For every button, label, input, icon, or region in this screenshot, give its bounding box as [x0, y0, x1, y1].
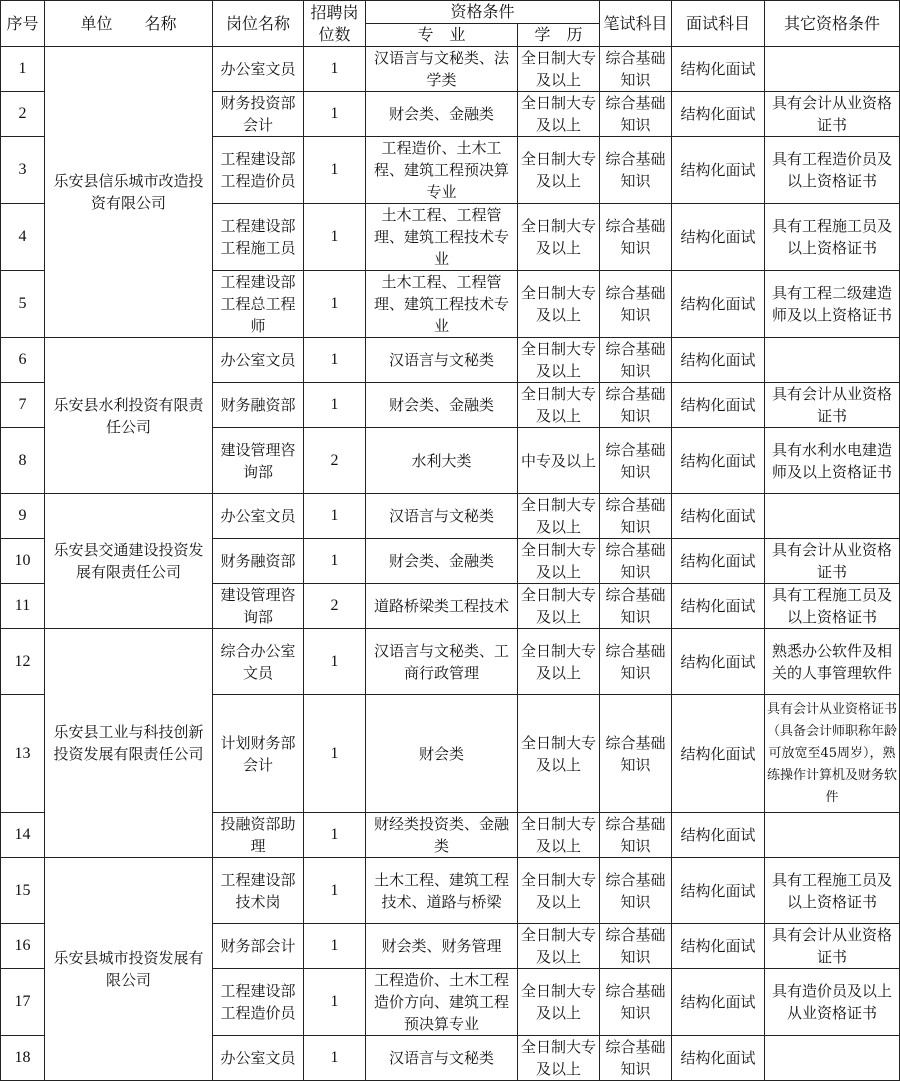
post-cell: 财务融资部 — [213, 539, 304, 584]
interview-cell: 结构化面试 — [672, 383, 765, 428]
post-cell: 工程建设部工程造价员 — [213, 969, 304, 1036]
count-cell: 1 — [304, 271, 366, 338]
other-cell: 具有造价员及以上从业资格证书 — [765, 969, 900, 1036]
edu-cell: 全日制大专及以上 — [518, 92, 600, 137]
edu-cell: 全日制大专及以上 — [518, 204, 600, 271]
interview-cell: 结构化面试 — [672, 271, 765, 338]
interview-cell: 结构化面试 — [672, 584, 765, 629]
interview-cell: 结构化面试 — [672, 428, 765, 494]
written-cell: 综合基础知识 — [600, 383, 672, 428]
other-cell: 具有工程施工员及以上资格证书 — [765, 858, 900, 924]
major-cell: 汉语言与文秘类、法学类 — [366, 47, 518, 92]
other-cell: 具有工程造价员及以上资格证书 — [765, 137, 900, 204]
unit-name-cell: 乐安县城市投资发展有限公司 — [45, 858, 213, 1081]
written-cell: 综合基础知识 — [600, 858, 672, 924]
count-cell: 1 — [304, 969, 366, 1036]
count-cell: 2 — [304, 428, 366, 494]
count-cell: 1 — [304, 204, 366, 271]
edu-cell: 全日制大专及以上 — [518, 629, 600, 695]
interview-cell: 结构化面试 — [672, 858, 765, 924]
table-row — [1, 338, 900, 383]
other-cell: 具有工程施工员及以上资格证书 — [765, 204, 900, 271]
table-row — [1, 494, 900, 539]
written-cell: 综合基础知识 — [600, 813, 672, 858]
count-cell: 1 — [304, 858, 366, 924]
written-cell: 综合基础知识 — [600, 137, 672, 204]
count-cell: 1 — [304, 539, 366, 584]
interview-cell: 结构化面试 — [672, 969, 765, 1036]
header-seq: 序号 — [1, 1, 45, 47]
major-cell: 财会类、金融类 — [366, 539, 518, 584]
major-cell: 财会类 — [366, 695, 518, 813]
edu-cell: 全日制大专及以上 — [518, 383, 600, 428]
major-cell: 财会类、财务管理 — [366, 924, 518, 969]
unit-name-cell: 乐安县水利投资有限责任公司 — [45, 338, 213, 494]
written-cell: 综合基础知识 — [600, 271, 672, 338]
table-row — [1, 629, 900, 695]
post-cell: 建设管理咨询部 — [213, 428, 304, 494]
seq-cell: 15 — [1, 858, 45, 924]
interview-cell: 结构化面试 — [672, 695, 765, 813]
interview-cell: 结构化面试 — [672, 494, 765, 539]
interview-cell: 结构化面试 — [672, 338, 765, 383]
edu-cell: 全日制大专及以上 — [518, 539, 600, 584]
seq-cell: 10 — [1, 539, 45, 584]
seq-cell: 18 — [1, 1036, 45, 1081]
edu-cell: 全日制大专及以上 — [518, 924, 600, 969]
major-cell: 财会类、金融类 — [366, 383, 518, 428]
other-cell: 具有会计从业资格证书 — [765, 92, 900, 137]
count-cell: 1 — [304, 494, 366, 539]
count-cell: 1 — [304, 47, 366, 92]
header-edu: 学 历 — [518, 24, 600, 47]
seq-cell: 8 — [1, 428, 45, 494]
major-cell: 工程造价、土木工程、建筑工程预决算专业 — [366, 137, 518, 204]
post-cell: 计划财务部会计 — [213, 695, 304, 813]
post-cell: 投融资部助理 — [213, 813, 304, 858]
post-cell: 办公室文员 — [213, 494, 304, 539]
major-cell: 土木工程、工程管理、建筑工程技术专业 — [366, 204, 518, 271]
interview-cell: 结构化面试 — [672, 1036, 765, 1081]
major-cell: 土木工程、建筑工程技术、道路与桥梁 — [366, 858, 518, 924]
other-cell — [765, 47, 900, 92]
major-cell: 汉语言与文秘类 — [366, 338, 518, 383]
seq-cell: 3 — [1, 137, 45, 204]
written-cell: 综合基础知识 — [600, 539, 672, 584]
header-count: 招聘岗位数 — [304, 1, 366, 47]
header-written: 笔试科目 — [600, 1, 672, 47]
seq-cell: 17 — [1, 969, 45, 1036]
post-cell: 办公室文员 — [213, 47, 304, 92]
other-cell: 具有会计从业资格证书 — [765, 539, 900, 584]
seq-cell: 7 — [1, 383, 45, 428]
other-cell: 熟悉办公软件及相关的人事管理软件 — [765, 629, 900, 695]
post-cell: 财务投资部会计 — [213, 92, 304, 137]
edu-cell: 全日制大专及以上 — [518, 813, 600, 858]
unit-name-cell: 乐安县工业与科技创新投资发展有限责任公司 — [45, 629, 213, 858]
seq-cell: 5 — [1, 271, 45, 338]
major-cell: 汉语言与文秘类 — [366, 494, 518, 539]
edu-cell: 全日制大专及以上 — [518, 494, 600, 539]
interview-cell: 结构化面试 — [672, 204, 765, 271]
seq-cell: 4 — [1, 204, 45, 271]
other-cell: 具有会计从业资格证书 — [765, 924, 900, 969]
count-cell: 1 — [304, 629, 366, 695]
seq-cell: 2 — [1, 92, 45, 137]
header-unit: 单位 名称 — [45, 1, 213, 47]
count-cell: 1 — [304, 137, 366, 204]
count-cell: 1 — [304, 92, 366, 137]
major-cell: 财会类、金融类 — [366, 92, 518, 137]
major-cell: 财经类投资类、金融类 — [366, 813, 518, 858]
written-cell: 综合基础知识 — [600, 969, 672, 1036]
post-cell: 工程建设部工程造价员 — [213, 137, 304, 204]
interview-cell: 结构化面试 — [672, 92, 765, 137]
other-cell — [765, 494, 900, 539]
written-cell: 综合基础知识 — [600, 584, 672, 629]
header-major: 专 业 — [366, 24, 518, 47]
unit-name-cell: 乐安县交通建设投资发展有限责任公司 — [45, 494, 213, 629]
written-cell: 综合基础知识 — [600, 924, 672, 969]
other-cell: 具有工程施工员及以上资格证书 — [765, 584, 900, 629]
written-cell: 综合基础知识 — [600, 494, 672, 539]
count-cell: 1 — [304, 338, 366, 383]
other-cell — [765, 338, 900, 383]
post-cell: 财务融资部 — [213, 383, 304, 428]
other-cell: 具有会计从业资格证书（具备会计师职称年龄可放宽至45周岁），熟练操作计算机及财务软件 — [765, 695, 900, 813]
written-cell: 综合基础知识 — [600, 204, 672, 271]
edu-cell: 全日制大专及以上 — [518, 695, 600, 813]
major-cell: 汉语言与文秘类 — [366, 1036, 518, 1081]
header-row — [1, 1, 900, 24]
header-interview: 面试科目 — [672, 1, 765, 47]
other-cell: 具有工程二级建造师及以上资格证书 — [765, 271, 900, 338]
post-cell: 工程建设部工程施工员 — [213, 204, 304, 271]
post-cell: 办公室文员 — [213, 1036, 304, 1081]
seq-cell: 6 — [1, 338, 45, 383]
edu-cell: 全日制大专及以上 — [518, 1036, 600, 1081]
edu-cell: 全日制大专及以上 — [518, 338, 600, 383]
count-cell: 2 — [304, 584, 366, 629]
count-cell: 1 — [304, 924, 366, 969]
other-cell — [765, 1036, 900, 1081]
major-cell: 工程造价、土木工程造价方向、建筑工程预决算专业 — [366, 969, 518, 1036]
post-cell: 办公室文员 — [213, 338, 304, 383]
header-other: 其它资格条件 — [765, 1, 900, 47]
seq-cell: 1 — [1, 47, 45, 92]
interview-cell: 结构化面试 — [672, 47, 765, 92]
interview-cell: 结构化面试 — [672, 137, 765, 204]
post-cell: 建设管理咨询部 — [213, 584, 304, 629]
major-cell: 汉语言与文秘类、工商行政管理 — [366, 629, 518, 695]
other-cell: 具有会计从业资格证书 — [765, 383, 900, 428]
count-cell: 1 — [304, 695, 366, 813]
written-cell: 综合基础知识 — [600, 92, 672, 137]
table-row — [1, 47, 900, 92]
written-cell: 综合基础知识 — [600, 338, 672, 383]
other-cell: 具有水利水电建造师及以上资格证书 — [765, 428, 900, 494]
major-cell: 水利大类 — [366, 428, 518, 494]
count-cell: 1 — [304, 383, 366, 428]
seq-cell: 11 — [1, 584, 45, 629]
header-qualifications: 资格条件 — [366, 1, 600, 24]
count-cell: 1 — [304, 1036, 366, 1081]
table-body — [1, 1, 900, 1081]
edu-cell: 中专及以上 — [518, 428, 600, 494]
seq-cell: 12 — [1, 629, 45, 695]
seq-cell: 14 — [1, 813, 45, 858]
major-cell: 土木工程、工程管理、建筑工程技术专业 — [366, 271, 518, 338]
count-cell: 1 — [304, 813, 366, 858]
post-cell: 工程建设部工程总工程师 — [213, 271, 304, 338]
written-cell: 综合基础知识 — [600, 47, 672, 92]
seq-cell: 16 — [1, 924, 45, 969]
other-cell — [765, 813, 900, 858]
written-cell: 综合基础知识 — [600, 695, 672, 813]
table-row — [1, 858, 900, 924]
interview-cell: 结构化面试 — [672, 813, 765, 858]
major-cell: 道路桥梁类工程技术 — [366, 584, 518, 629]
written-cell: 综合基础知识 — [600, 1036, 672, 1081]
seq-cell: 13 — [1, 695, 45, 813]
seq-cell: 9 — [1, 494, 45, 539]
edu-cell: 全日制大专及以上 — [518, 858, 600, 924]
edu-cell: 全日制大专及以上 — [518, 137, 600, 204]
header-post: 岗位名称 — [213, 1, 304, 47]
written-cell: 综合基础知识 — [600, 629, 672, 695]
post-cell: 综合办公室文员 — [213, 629, 304, 695]
written-cell: 综合基础知识 — [600, 428, 672, 494]
unit-name-cell: 乐安县信乐城市改造投资有限公司 — [45, 47, 213, 338]
interview-cell: 结构化面试 — [672, 539, 765, 584]
edu-cell: 全日制大专及以上 — [518, 969, 600, 1036]
edu-cell: 全日制大专及以上 — [518, 584, 600, 629]
post-cell: 工程建设部技术岗 — [213, 858, 304, 924]
post-cell: 财务部会计 — [213, 924, 304, 969]
interview-cell: 结构化面试 — [672, 629, 765, 695]
edu-cell: 全日制大专及以上 — [518, 271, 600, 338]
edu-cell: 全日制大专及以上 — [518, 47, 600, 92]
interview-cell: 结构化面试 — [672, 924, 765, 969]
